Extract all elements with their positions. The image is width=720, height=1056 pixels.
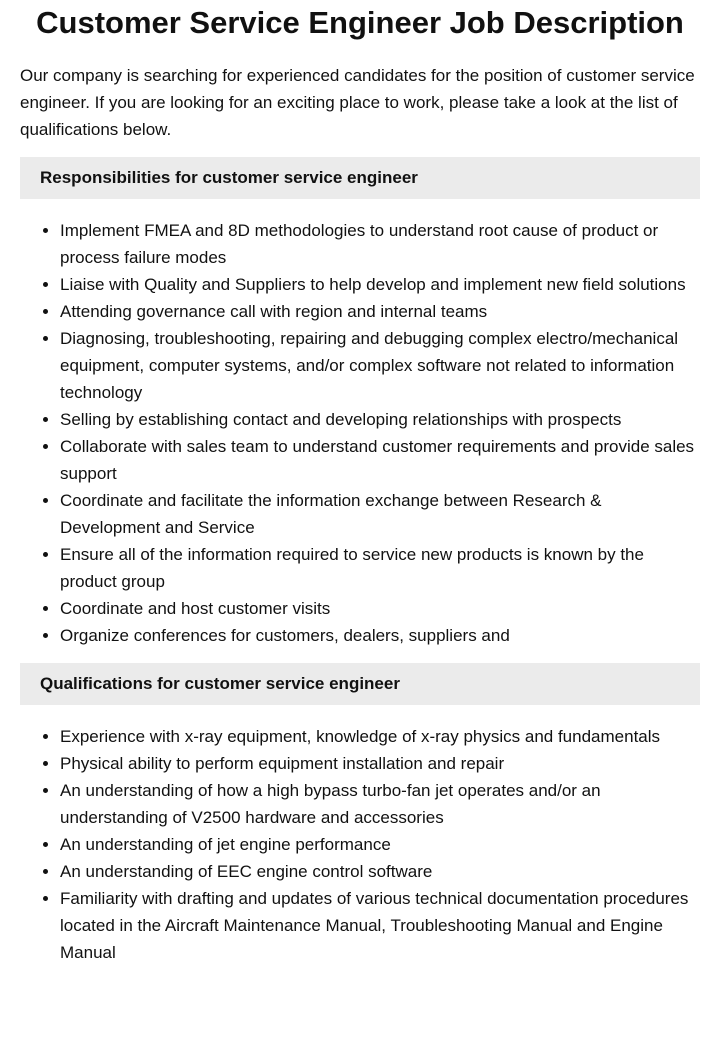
list-item: • Familiarity with drafting and updates of various technical documentation procedures located in the Aircraft Maintenance Manual, Troubleshooting Manual and Engine Manual bbox=[60, 885, 700, 966]
qualifications-heading: Qualifications for customer service engineer bbox=[20, 663, 700, 705]
list-item: • Ensure all of the information required to service new products is known by the product group bbox=[60, 541, 700, 595]
list-item: • Implement FMEA and 8D methodologies to understand root cause of product or process failure modes bbox=[60, 217, 700, 271]
list-item: • Organize conferences for customers, dealers, suppliers and bbox=[60, 622, 700, 649]
intro-text: Our company is searching for experienced candidates for the position of customer service engineer. If you are looking for an exciting place to work, please take a look at the list of qualifications below. bbox=[20, 66, 695, 139]
list-item: • An understanding of how a high bypass turbo-fan jet operates and/or an understanding of V2500 hardware and accessories bbox=[60, 777, 700, 831]
list-item: • An understanding of jet engine performance bbox=[60, 831, 700, 858]
list-item: • Coordinate and facilitate the information exchange between Research & Development and Service bbox=[60, 487, 700, 541]
responsibilities-list bbox=[20, 217, 700, 649]
list-item: • Collaborate with sales team to understand customer requirements and provide sales support bbox=[60, 433, 700, 487]
qualifications-list bbox=[20, 723, 700, 966]
list-item: • Attending governance call with region and internal teams bbox=[60, 298, 700, 325]
responsibilities-heading: Responsibilities for customer service engineer bbox=[20, 157, 700, 199]
page-title: Customer Service Engineer Job Description bbox=[36, 5, 684, 40]
list-item: • Diagnosing, troubleshooting, repairing and debugging complex electro/mechanical equipment, computer systems, and/or complex software not related to information technology bbox=[60, 325, 700, 406]
list-item: • Selling by establishing contact and developing relationships with prospects bbox=[60, 406, 700, 433]
list-item: • Coordinate and host customer visits bbox=[60, 595, 700, 622]
list-item: • An understanding of EEC engine control software bbox=[60, 858, 700, 885]
list-item: • Liaise with Quality and Suppliers to help develop and implement new field solutions bbox=[60, 271, 700, 298]
list-item: • Physical ability to perform equipment installation and repair bbox=[60, 750, 700, 777]
list-item: • Experience with x-ray equipment, knowledge of x-ray physics and fundamentals bbox=[60, 723, 700, 750]
